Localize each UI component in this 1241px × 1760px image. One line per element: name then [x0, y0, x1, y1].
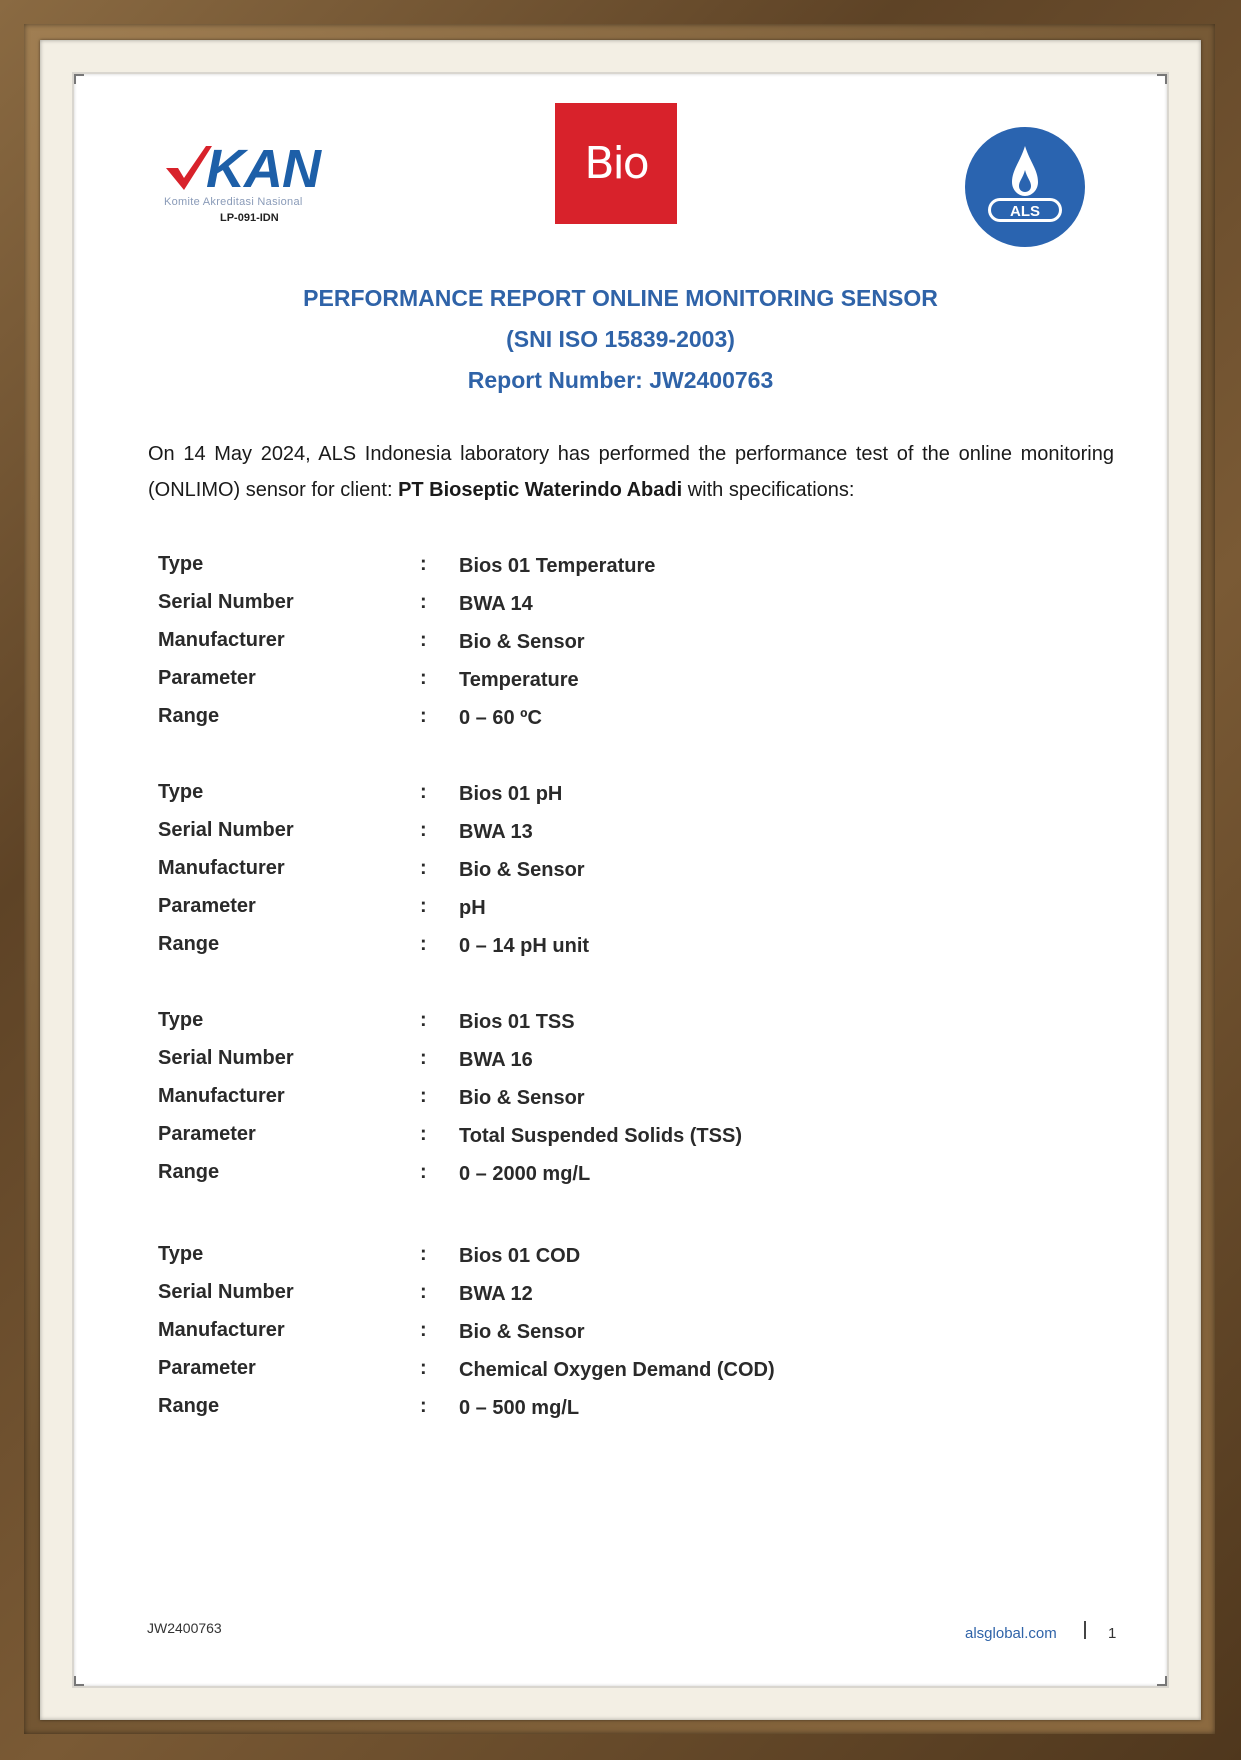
spec-row: [158, 667, 1058, 705]
spec-label: Serial Number: [158, 591, 294, 613]
footer-report-code: JW2400763: [147, 1620, 222, 1636]
corner-mark: [74, 74, 84, 84]
spec-value: Total Suspended Solids (TSS): [459, 1125, 742, 1147]
spec-label: Parameter: [158, 1123, 256, 1145]
spec-label: Serial Number: [158, 1281, 294, 1303]
document-page: [74, 74, 1167, 1686]
spec-label: Parameter: [158, 1357, 256, 1379]
spec-row: [158, 1085, 1058, 1123]
kan-subtitle: Komite Akreditasi Nasional: [164, 196, 303, 208]
intro-paragraph: [148, 436, 1114, 508]
spec-value: Chemical Oxygen Demand (COD): [459, 1359, 775, 1381]
spec-colon: :: [420, 629, 427, 651]
spec-colon: :: [420, 781, 427, 803]
sensor-spec-tss: [158, 1009, 1058, 1199]
spec-label: Manufacturer: [158, 629, 285, 651]
spec-colon: :: [420, 1395, 427, 1417]
sensor-spec-temperature: [158, 553, 1058, 743]
spec-label: Serial Number: [158, 819, 294, 841]
spec-colon: :: [420, 553, 427, 575]
report-title: PERFORMANCE REPORT ONLINE MONITORING SENSOR: [303, 285, 938, 311]
spec-value: Bio & Sensor: [459, 631, 585, 653]
intro-text-end: with specifications:: [682, 479, 855, 501]
spec-value: 0 – 500 mg/L: [459, 1397, 580, 1419]
spec-row: [158, 591, 1058, 629]
spec-colon: :: [420, 1243, 427, 1265]
spec-label: Manufacturer: [158, 1085, 285, 1107]
sensor-spec-cod: [158, 1243, 1058, 1433]
spec-value: Bios 01 COD: [459, 1245, 581, 1267]
kan-logo: [164, 136, 354, 236]
spec-label: Type: [158, 1243, 204, 1265]
spec-row: [158, 705, 1058, 743]
bio-logo-text: Bio: [584, 138, 648, 189]
spec-row: [158, 1161, 1058, 1199]
spec-value: 0 – 14 pH unit: [459, 935, 590, 957]
spec-value: 0 – 2000 mg/L: [459, 1163, 591, 1185]
als-logo: [964, 126, 1086, 248]
spec-row: [158, 629, 1058, 667]
spec-row: [158, 781, 1058, 819]
spec-value: Temperature: [459, 669, 579, 691]
footer-divider: [1084, 1621, 1086, 1639]
spec-row: [158, 933, 1058, 971]
spec-colon: :: [420, 933, 427, 955]
spec-value: BWA 14: [459, 593, 533, 615]
spec-value: Bio & Sensor: [459, 1087, 585, 1109]
spec-value: Bios 01 Temperature: [459, 555, 656, 577]
spec-colon: :: [420, 857, 427, 879]
spec-value: Bios 01 pH: [459, 783, 563, 805]
spec-value: Bio & Sensor: [459, 1321, 585, 1343]
spec-label: Range: [158, 1395, 220, 1417]
spec-row: [158, 1009, 1058, 1047]
spec-label: Type: [158, 553, 204, 575]
spec-label: Range: [158, 705, 220, 727]
spec-row: [158, 1357, 1058, 1395]
spec-label: Parameter: [158, 667, 256, 689]
spec-colon: :: [420, 819, 427, 841]
spec-row: [158, 857, 1058, 895]
spec-value: 0 – 60 ºC: [459, 707, 542, 729]
spec-colon: :: [420, 1319, 427, 1341]
spec-colon: :: [420, 591, 427, 613]
spec-value: Bio & Sensor: [459, 859, 585, 881]
spec-colon: :: [420, 1161, 427, 1183]
spec-label: Manufacturer: [158, 1319, 285, 1341]
spec-row: [158, 553, 1058, 591]
corner-mark: [1157, 1676, 1167, 1686]
spec-colon: :: [420, 1085, 427, 1107]
spec-colon: :: [420, 1009, 427, 1031]
spec-row: [158, 1281, 1058, 1319]
spec-colon: :: [420, 705, 427, 727]
footer-page-number: 1: [1108, 1625, 1117, 1642]
spec-label: Range: [158, 1161, 220, 1183]
spec-colon: :: [420, 1281, 427, 1303]
corner-mark: [74, 1676, 84, 1686]
spec-value: BWA 12: [459, 1283, 533, 1305]
sensor-spec-ph: [158, 781, 1058, 971]
spec-label: Type: [158, 1009, 204, 1031]
spec-row: [158, 1395, 1058, 1433]
spec-value: BWA 16: [459, 1049, 533, 1071]
spec-colon: :: [420, 1357, 427, 1379]
spec-row: [158, 1319, 1058, 1357]
spec-value: BWA 13: [459, 821, 533, 843]
spec-colon: :: [420, 1047, 427, 1069]
corner-mark: [1157, 74, 1167, 84]
spec-row: [158, 1123, 1058, 1161]
spec-value: Bios 01 TSS: [459, 1011, 575, 1033]
spec-label: Manufacturer: [158, 857, 285, 879]
spec-row: [158, 1047, 1058, 1085]
spec-colon: :: [420, 667, 427, 689]
spec-label: Parameter: [158, 895, 256, 917]
kan-accreditation-code: LP-091-IDN: [220, 212, 279, 224]
report-standard: (SNI ISO 15839-2003): [506, 326, 735, 352]
client-name: PT Bioseptic Waterindo Abadi: [398, 479, 683, 501]
spec-value: pH: [459, 897, 486, 919]
spec-colon: :: [420, 1123, 427, 1145]
report-number: Report Number: JW2400763: [467, 367, 774, 393]
spec-colon: :: [420, 895, 427, 917]
als-logo-text: ALS: [1010, 203, 1040, 220]
intro-text: On 14 May 2024, ALS Indonesia laboratory has performed the performance test of the online monitoring (ONLIMO) sensor for client:: [148, 443, 1114, 501]
spec-row: [158, 819, 1058, 857]
spec-label: Serial Number: [158, 1047, 294, 1069]
footer-website-link[interactable]: alsglobal.com: [965, 1625, 1057, 1642]
spec-label: Range: [158, 933, 220, 955]
bio-logo: [555, 103, 677, 224]
kan-wordmark: KAN: [206, 139, 320, 199]
spec-label: Type: [158, 781, 204, 803]
spec-row: [158, 895, 1058, 933]
spec-row: [158, 1243, 1058, 1281]
